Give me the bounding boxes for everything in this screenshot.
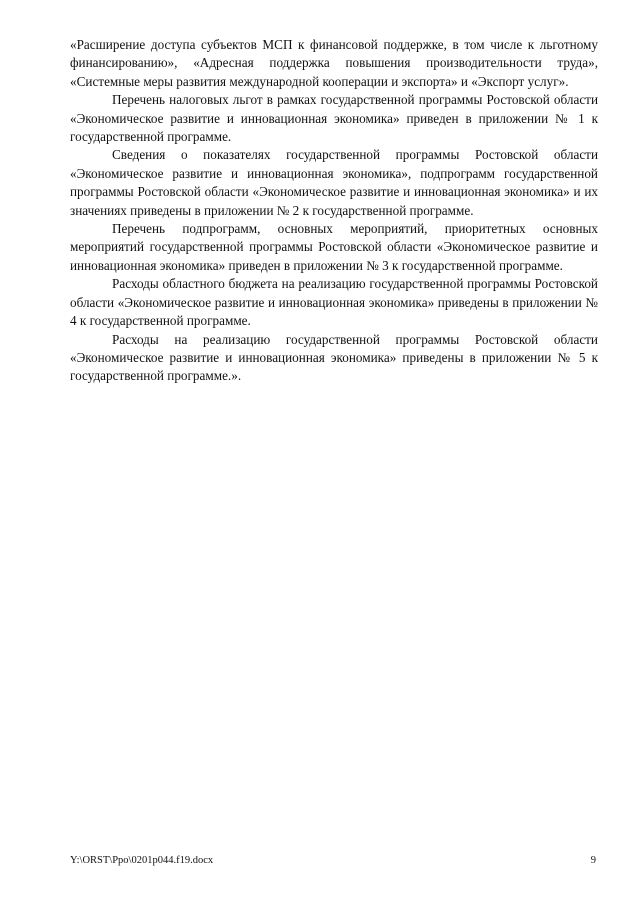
paragraph-continuation: «Расширение доступа субъектов МСП к финансовой поддержке, в том числе к льготному финансированию», «Адресная поддержка повышения производительности труда», «Системные меры развития международной кооперации и экспорта» и «Экспорт услуг». <box>70 37 598 89</box>
paragraph-subprograms-list: Перечень подпрограмм, основных мероприятий, приоритетных основных мероприятий государственной программы Ростовской области «Экономическое развитие и инновационная экономика» приведен в приложении № 3 к государственной программе. <box>70 221 598 273</box>
page-footer <box>70 854 598 868</box>
paragraph-total-expenses: Расходы на реализацию государственной программы Ростовской области «Экономическое развитие и инновационная экономика» приведены в приложении № 5 к государственной программе.». <box>70 331 598 384</box>
paragraph-tax-benefits: Перечень налоговых льгот в рамках государственной программы Ростовской области «Экономическое развитие и инновационная экономика» приведен в приложении № 1 к государственной программе. <box>70 92 598 145</box>
page-number: 9 <box>590 855 596 866</box>
paragraph-regional-budget: Расходы областного бюджета на реализацию государственной программы Ростовской области «Экономическое развитие и инновационная экономика» приведены в приложении № 4 к государственной программе. <box>70 276 598 329</box>
paragraph-indicators: Сведения о показателях государственной программы Ростовской области «Экономическое развитие и инновационная экономика», подпрограмм государственной программы Ростовской области «Экономическое развитие и инновационная экономика» и их значениях приведены в приложении № 2 к государственной программе. <box>70 147 598 218</box>
footer-file-path: Y:\ORST\Ppo\0201p044.f19.docx <box>70 855 214 866</box>
document-body <box>70 36 598 386</box>
